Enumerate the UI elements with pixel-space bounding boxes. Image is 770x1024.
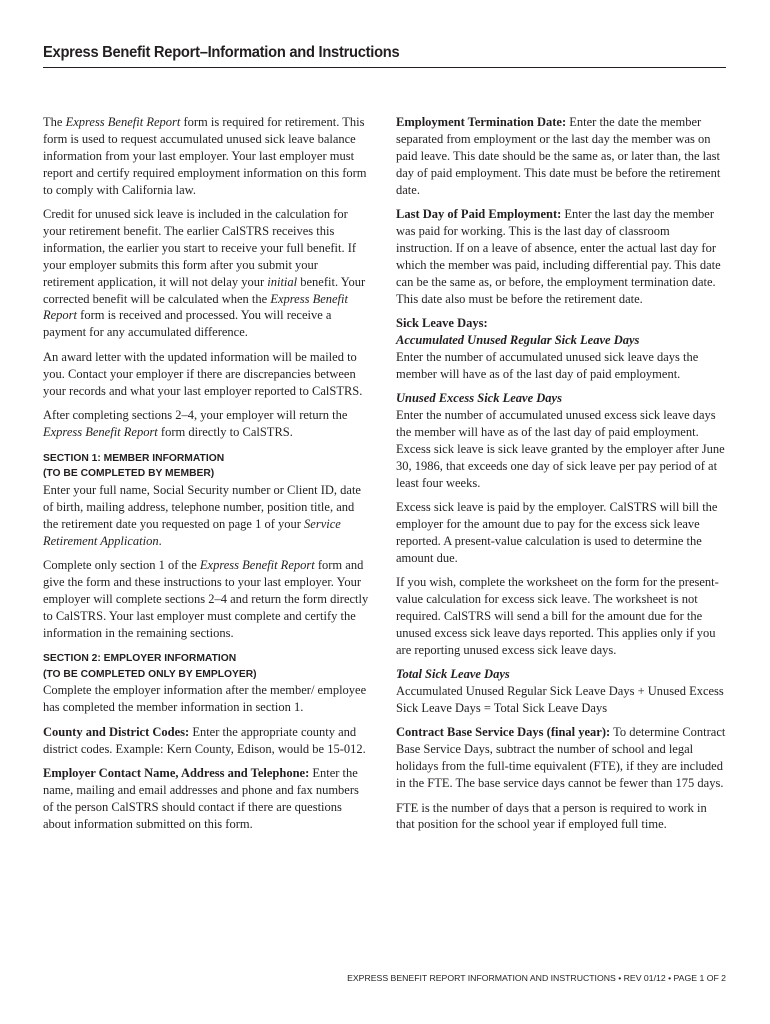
employer-contact: Employer Contact Name, Address and Telephone: Enter the name, mailing and email addresses and phone and fax numbers of the person CalSTRS should contact if there are questions about information submitted on this form. (43, 766, 359, 831)
right-column (396, 114, 726, 841)
section-1-heading: SECTION 1: MEMBER INFORMATION (TO BE COMPLETED BY MEMBER) (43, 452, 225, 480)
after-completing-paragraph: After completing sections 2–4, your employer will return the Express Benefit Report form directly to CalSTRS. (43, 408, 348, 439)
unused-excess-sick-leave: Unused Excess Sick Leave Days Enter the number of accumulated unused excess sick leave days the member will have as of the last day of paid employment. Excess sick leave is sick leave granted by the employer after June 30, 1986, that exceeds one day of sick leave per pay period of at least four weeks. (396, 391, 725, 490)
sick-leave-days: Sick Leave Days: Accumulated Unused Regular Sick Leave Days Enter the number of accumulated unused sick leave days the member will have as of the last day of paid employment. (396, 315, 699, 381)
worksheet-paragraph: If you wish, complete the worksheet on the form for the present-value calculation for excess sick leave. The worksheet is not required. CalSTRS will send a bill for the amount due for the unused excess sick leave days reported. This applies only if you are reporting unused excess sick leave days. (396, 575, 719, 657)
section-1-complete-only: Complete only section 1 of the Express Benefit Report form and give the form and these instructions to your last employer. Your employer will complete sections 2–4 and return the form directly to CalSTRS. Your last employer must complete and certify the information in the remaining sections. (43, 557, 369, 640)
total-sick-leave-days: Total Sick Leave Days Accumulated Unused Regular Sick Leave Days + Unused Excess Sick Leave Days = Total Sick Leave Days (396, 667, 724, 715)
page-footer: EXPRESS BENEFIT REPORT INFORMATION AND INSTRUCTIONS • REV 01/12 • PAGE 1 OF 2 (347, 973, 726, 983)
county-district-codes: County and District Codes: Enter the appropriate county and district codes. Example: Kern County, Edison, would be 15-012. (43, 724, 366, 756)
last-day-paid-employment: Last Day of Paid Employment: Enter the last day the member was paid for working. This is the last day of classroom instruction. If on a leave of absence, enter the actual last day for which the member was paid, including differential pay. This date can be the same as, or before, the employment termination date. This date also must be before the retirement date. (396, 207, 721, 306)
section-2-instructions: Complete the employer information after the member/ employee has completed the member information in section 1. (43, 683, 367, 715)
award-letter-paragraph: An award letter with the updated information will be mailed to you. Contact your employer if there are discrepancies between your records and what your last employer reported to CalSTRS. (43, 349, 363, 398)
title-divider (43, 67, 726, 68)
left-column (43, 114, 369, 840)
credit-paragraph: Credit for unused sick leave is included in the calculation for your retirement benefit. The earlier CalSTRS receives this information, the earlier you start to receive your full benefit. If your employer submits this form after you submit your retirement application, it will not delay your initial benefit. Your corrected benefit will be calculated when the Express Benefit Report form is received and processed. You will receive a payment for any accumulated difference. (43, 207, 366, 340)
section-1-instructions: Enter your full name, Social Security number or Client ID, date of birth, mailing address, telephone number, position title, and the retirement date you requested on page 1 of your Service Retirement Application. (43, 482, 361, 548)
employment-termination-date: Employment Termination Date: Enter the date the member separated from employment or the last day the member was on paid leave. This date should be the same as, or later than, the last day of paid employment. This date must be before the retirement date. (396, 115, 721, 197)
page-title: Express Benefit Report–Information and Instructions (43, 44, 400, 61)
contract-base-service-days: Contract Base Service Days (final year): To determine Contract Base Service Days, subtract the number of school and legal holidays from the full-time equivalent (FTE), if they are included in the FTE. The base service days cannot be fewer than 175 days. (396, 725, 726, 791)
excess-sick-leave-billing: Excess sick leave is paid by the employer. CalSTRS will bill the employer for the amount due to pay for the excess sick leave reported. A present-value calculation is used to determine the amount due. (396, 500, 718, 565)
fte-definition: FTE is the number of days that a person is required to work in that position for the school year if employed full time. (396, 800, 707, 832)
section-2-heading: SECTION 2: EMPLOYER INFORMATION (TO BE COMPLETED ONLY BY EMPLOYER) (43, 653, 257, 680)
intro-paragraph: The Express Benefit Report form is required for retirement. This form is used to request accumulated unused sick leave balance information from your last employer. Your last employer must report and certify required employment information on this form to comply with California law. (43, 115, 367, 197)
